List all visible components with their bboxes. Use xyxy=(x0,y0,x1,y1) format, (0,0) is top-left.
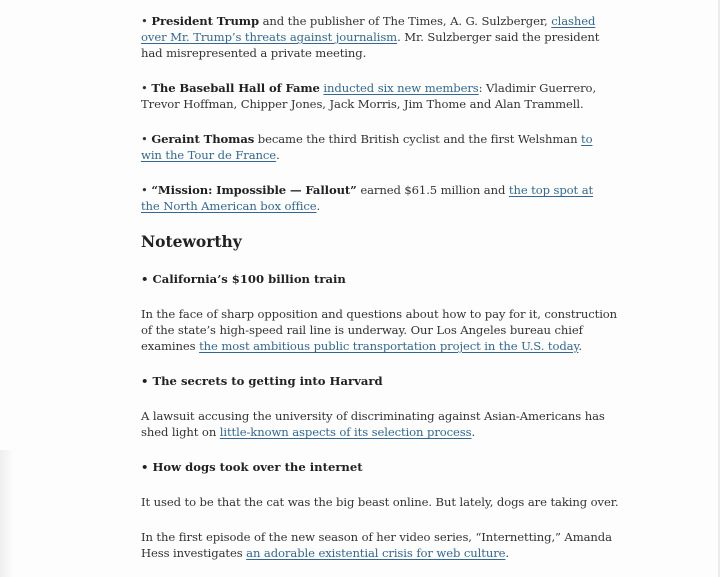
brief-text: : Vladimir Guerrero, xyxy=(478,81,597,95)
brief-link[interactable]: win the Tour de France xyxy=(141,148,277,162)
item-link[interactable]: the most ambitious public transportation project in the U.S. today xyxy=(199,339,579,353)
brief-line xyxy=(141,147,571,163)
item-title xyxy=(141,271,346,287)
bullet: • xyxy=(141,272,149,286)
brief-line xyxy=(141,131,593,147)
brief-line xyxy=(141,29,600,45)
brief-text: earned $61.5 million and xyxy=(356,183,509,197)
brief-link[interactable]: the top spot at xyxy=(508,183,594,197)
brief-link[interactable]: inducted six new members xyxy=(323,81,479,95)
brief-bold: President Trump xyxy=(151,14,259,28)
bullet: • xyxy=(141,81,148,95)
item-line: of the state’s high-speed rail line is underway. Our Los Angeles bureau chief xyxy=(141,323,583,337)
item-line xyxy=(141,545,571,561)
item-link[interactable]: little-known aspects of its selection process xyxy=(219,425,472,439)
brief-link[interactable]: over Mr. Trump’s threats against journalism xyxy=(141,30,398,44)
brief-text: became the third British cyclist and the first Welshman xyxy=(254,132,582,146)
brief-bold: “Mission: Impossible — Fallout” xyxy=(151,183,357,197)
brief-bold: The Baseball Hall of Fame xyxy=(151,81,320,95)
brief-link[interactable]: clashed xyxy=(551,14,596,28)
brief-text: . Mr. Sulzberger said the president xyxy=(397,30,600,44)
brief-text: . xyxy=(316,199,321,213)
item-title xyxy=(141,373,383,389)
item-title-text: The secrets to getting into Harvard xyxy=(152,374,383,388)
item-title-text: California’s $100 billion train xyxy=(152,272,346,286)
item-line: It used to be that the cat was the big beast online. But lately, dogs are taking over. xyxy=(141,495,619,509)
bullet: • xyxy=(141,183,148,197)
brief-line xyxy=(141,13,596,29)
brief-text: and the publisher of The Times, A. G. Sulzberger, xyxy=(258,14,552,28)
brief-text: . xyxy=(276,148,280,162)
item-text: Hess investigates xyxy=(141,546,247,560)
brief-link[interactable]: the North American box office xyxy=(141,199,317,213)
brief-line xyxy=(141,198,571,214)
bullet: • xyxy=(141,460,149,474)
brief-line: Trevor Hoffman, Chipper Jones, Jack Morris, Jim Thome and Alan Trammell. xyxy=(141,97,584,111)
left-edge-shadow xyxy=(0,450,14,577)
item-text: . xyxy=(505,546,509,560)
brief-link[interactable]: to xyxy=(581,132,593,146)
brief-line: had misrepresented a private meeting. xyxy=(141,46,367,60)
bullet: • xyxy=(141,374,149,388)
item-line: In the first episode of the new season of her video series, “Internetting,” Amanda xyxy=(141,530,612,544)
item-text: . xyxy=(471,425,476,439)
item-title-text: How dogs took over the internet xyxy=(152,460,363,474)
item-text: shed light on xyxy=(141,425,220,439)
item-title xyxy=(141,459,363,475)
item-text: . xyxy=(578,339,582,353)
item-line: In the face of sharp opposition and questions about how to pay for it, construction xyxy=(141,307,618,321)
section-heading-noteworthy: Noteworthy xyxy=(141,232,242,251)
brief-line xyxy=(141,182,594,198)
bullet: • xyxy=(141,14,148,28)
brief-line xyxy=(141,80,597,96)
item-line: A lawsuit accusing the university of discriminating against Asian-Americans has xyxy=(141,409,605,423)
item-line xyxy=(141,424,571,440)
bullet: • xyxy=(141,132,148,146)
brief-bold: Geraint Thomas xyxy=(151,132,255,146)
item-text: examines xyxy=(141,339,200,353)
item-link[interactable]: an adorable existential crisis for web culture xyxy=(246,546,506,560)
item-line xyxy=(141,338,582,354)
